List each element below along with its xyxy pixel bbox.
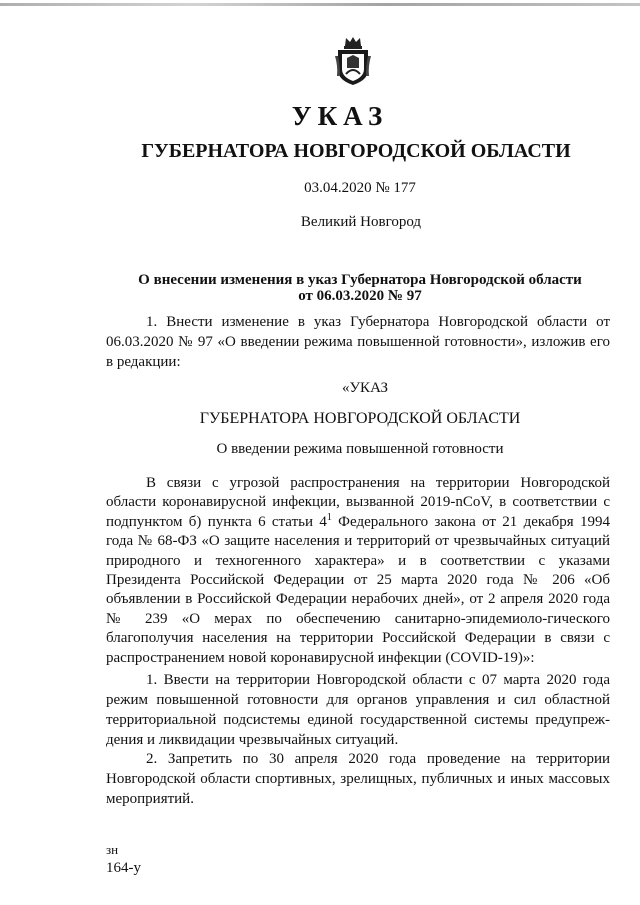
point-2: 2. Запретить по 30 апреля 2020 года проведение на территории Новгородской области спортивных, зрелищных, публичных и иных массовых мероприятий. bbox=[106, 751, 610, 807]
document-title: УКАЗ bbox=[291, 101, 389, 131]
item-1: 1. Внести изменение в указ Губернатора Новгородской области от 06.03.2020 № 97 «О введении режима повышенной готовности», изложив его в редакции: bbox=[106, 314, 610, 370]
issuer-heading: ГУБЕРНАТОРА НОВГОРОДСКОЙ ОБЛАСТИ bbox=[141, 140, 571, 162]
footer-code-2: 164-у bbox=[106, 860, 141, 876]
scan-top-edge bbox=[0, 3, 640, 6]
subject-heading bbox=[0, 272, 640, 304]
quoted-title: «УКАЗ bbox=[341, 380, 389, 396]
subject-line-1: О внесении изменения в указ Губернатора Новгородской области bbox=[138, 272, 582, 288]
coat-of-arms-icon bbox=[334, 36, 372, 86]
point-1: 1. Ввести на территории Новгородской области с 07 марта 2020 года режим повышенной готовности для органов управления и сил областной территориальной подсистемы единой государственной системы предупреж-дения и ликвидации чрезвычайных ситуаций. bbox=[106, 672, 610, 748]
date-number: 03.04.2020 № 177 bbox=[304, 180, 416, 196]
preamble-superscript: 1 bbox=[326, 511, 332, 523]
subject-line-2: от 06.03.2020 № 97 bbox=[298, 288, 422, 304]
quoted-subject: О введении режима повышенной готовности bbox=[216, 441, 504, 457]
city: Великий Новгород bbox=[300, 214, 422, 230]
quoted-issuer: ГУБЕРНАТОРА НОВГОРОДСКОЙ ОБЛАСТИ bbox=[199, 410, 521, 427]
preamble-paragraph bbox=[106, 474, 610, 668]
preamble-text-1: В связи с угрозой распространения на территории Новгородской области коронавирусной инфекции, вызванной 2019-nCoV, в соответствии с подпунктом б) пункта 6 статьи 4 bbox=[106, 475, 610, 530]
preamble-text-2: Федерального закона от 21 декабря 1994 года № 68-ФЗ «О защите населения и территорий от чрезвычайных ситуаций природного и техногенного характера» и в соответствии с указами Президента Российской Федерации от 25 марта 2020 года № 206 «Об объявлении в Российской Федерации нерабочих дней», от 2 апреля 2020 года № 239 «О мерах по обеспечению санитарно-эпидемиоло-гического благополучия населения на территории Российской Федерации в связи с распространением новой коронавирусной инфекции (COVID-19)»: bbox=[106, 513, 610, 666]
footer-code-1: зн bbox=[106, 842, 119, 857]
